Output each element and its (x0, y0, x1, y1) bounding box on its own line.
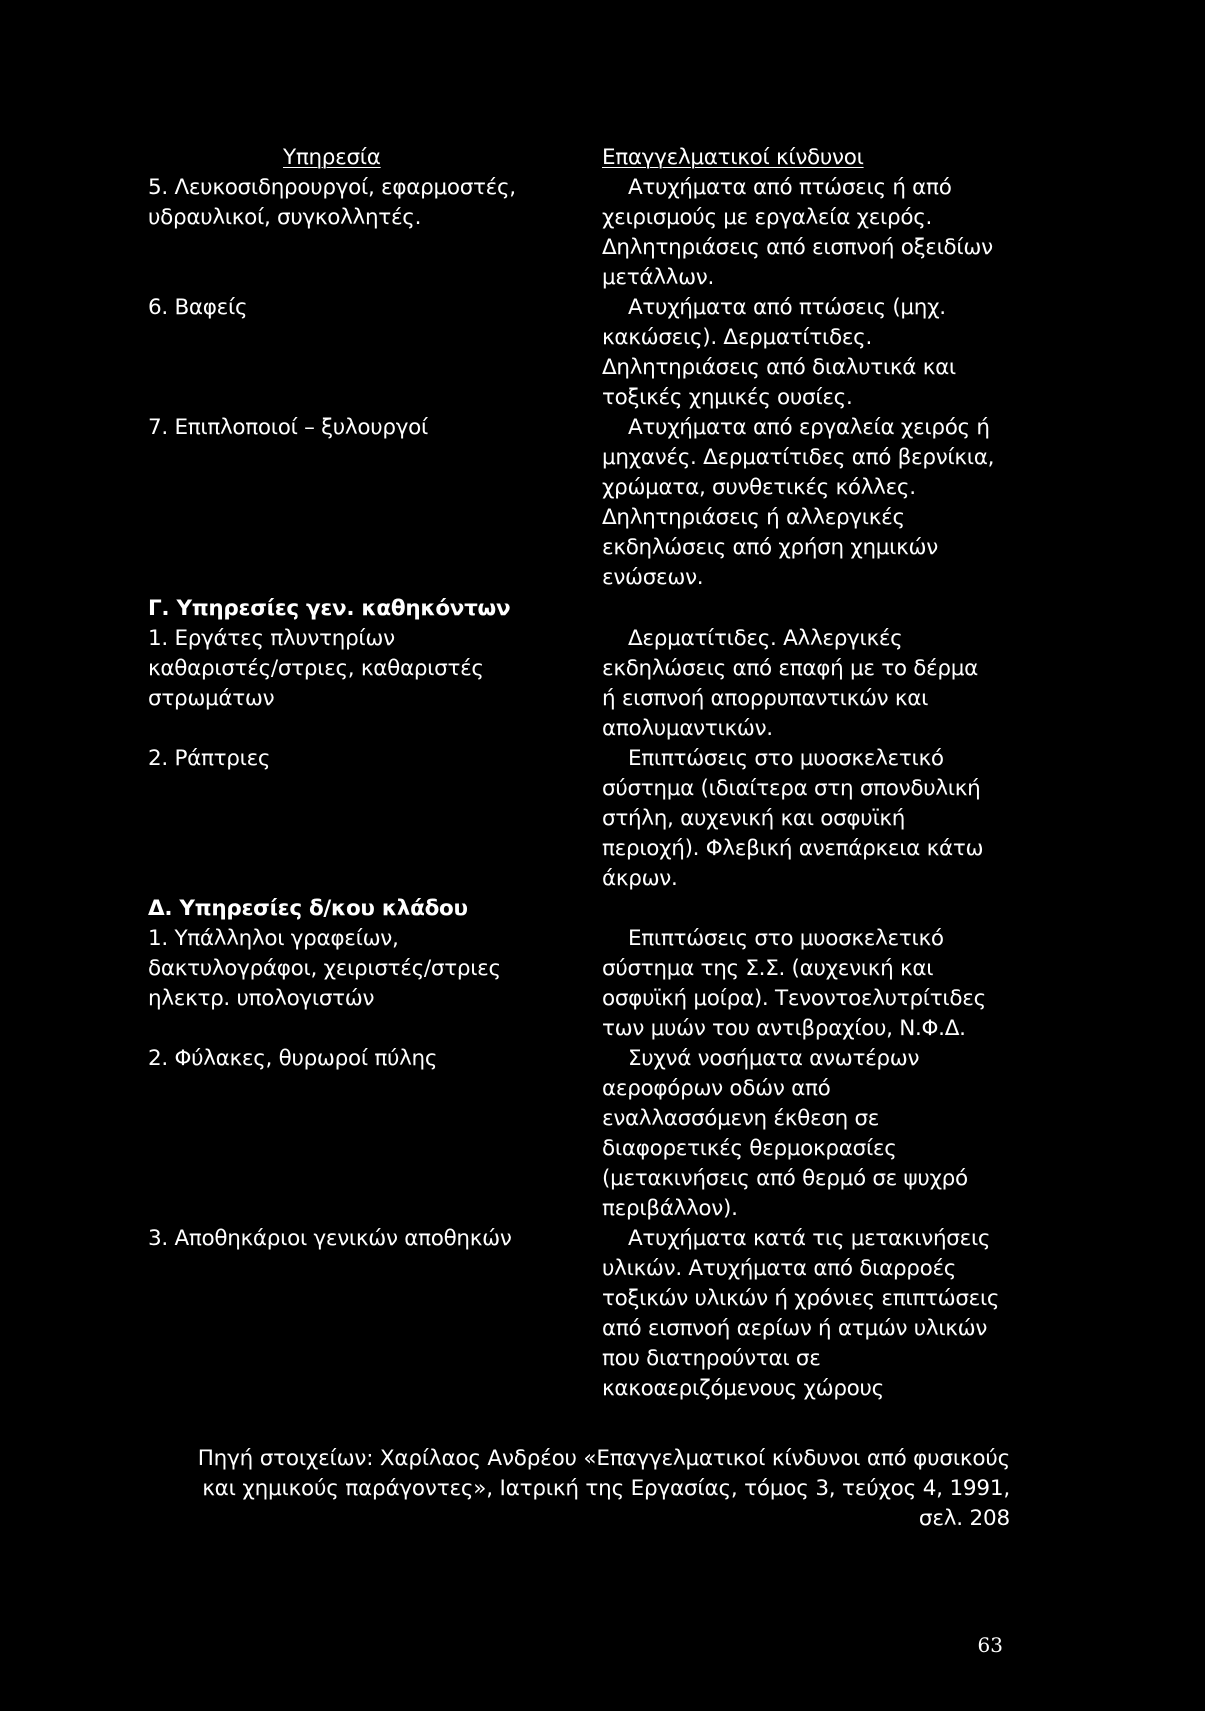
left-line: στρωμάτων (148, 686, 275, 711)
left-line: υδραυλικοί, συγκολλητές. (148, 205, 422, 230)
right-line: περιοχή). Φλεβική ανεπάρκεια κάτω (602, 836, 984, 861)
left-column-header: Υπηρεσία (283, 145, 381, 170)
right-line: Ατυχήματα κατά τις μετακινήσεις (628, 1226, 991, 1251)
left-line: 7. Επιπλοποιοί – ξυλουργοί (148, 415, 428, 440)
right-line: Δηλητηριάσεις από εισπνοή οξειδίων (602, 235, 993, 260)
right-line: περιβάλλον). (602, 1196, 738, 1221)
right-line: των μυών του αντιβραχίου, Ν.Φ.Δ. (602, 1016, 966, 1041)
right-line: από εισπνοή αερίων ή ατμών υλικών (602, 1316, 988, 1341)
left-line: 2. Φύλακες, θυρωροί πύλης (148, 1046, 438, 1071)
source-line: Πηγή στοιχείων: Χαρίλαος Ανδρέου «Επαγγελματικοί κίνδυνοι από φυσικούς (197, 1446, 1010, 1471)
right-line: εναλλασσόμενη έκθεση σε (602, 1106, 880, 1131)
right-line: χειρισμούς με εργαλεία χειρός. (602, 205, 933, 230)
source-citation (160, 1444, 1010, 1534)
source-line: σελ. 208 (918, 1506, 1010, 1531)
right-line: μετάλλων. (602, 265, 715, 290)
right-line: Επιπτώσεις στο μυοσκελετικό (628, 926, 944, 951)
right-line: απολυμαντικών. (602, 716, 773, 741)
right-column-header: Επαγγελματικοί κίνδυνοι (602, 145, 864, 170)
right-line: τοξικών υλικών ή χρόνιες επιπτώσεις (602, 1286, 1000, 1311)
right-line: Ατυχήματα από πτώσεις (μηχ. (628, 295, 946, 320)
right-line: οσφυϊκή μοίρα). Τενοντοελυτρίτιδες (602, 986, 986, 1011)
right-line: Συχνά νοσήματα ανωτέρων (628, 1046, 920, 1071)
right-line: άκρων. (602, 866, 678, 891)
right-line: εκδηλώσεις από χρήση χημικών (602, 535, 938, 560)
left-line: 1. Υπάλληλοι γραφείων, (148, 926, 399, 951)
page-number: 63 (977, 1633, 1003, 1657)
right-line: στήλη, αυχενική και οσφυϊκή (602, 806, 906, 831)
right-line: μηχανές. Δερματίτιδες από βερνίκια, (602, 445, 995, 470)
right-line: Δηλητηριάσεις ή αλλεργικές (602, 505, 905, 530)
left-line: καθαριστές/στριες, καθαριστές (148, 656, 484, 681)
right-line: σύστημα της Σ.Σ. (αυχενική και (602, 956, 934, 981)
right-line: Ατυχήματα από εργαλεία χειρός ή (628, 415, 990, 440)
right-line: αεροφόρων οδών από (602, 1076, 831, 1101)
right-line: κακοαεριζόμενους χώρους (602, 1376, 884, 1401)
right-line: ή εισπνοή απορρυπαντικών και (602, 686, 929, 711)
right-line: (μετακινήσεις από θερμό σε ψυχρό (602, 1166, 968, 1191)
right-line: Ατυχήματα από πτώσεις ή από (628, 175, 952, 200)
left-line: 1. Εργάτες πλυντηρίων (148, 626, 395, 651)
right-line: τοξικές χημικές ουσίες. (602, 385, 853, 410)
right-line: χρώματα, συνθετικές κόλλες. (602, 475, 916, 500)
right-line: κακώσεις). Δερματίτιδες. (602, 325, 873, 350)
right-line: που διατηρούνται σε (602, 1346, 821, 1371)
right-line: ενώσεων. (602, 565, 704, 590)
source-line: και χημικούς παράγοντες», Ιατρική της Εργασίας, τόμος 3, τεύχος 4, 1991, (202, 1476, 1010, 1501)
left-line: 5. Λευκοσιδηρουργοί, εφαρμοστές, (148, 175, 516, 200)
left-line: δακτυλογράφοι, χειριστές/στριες (148, 956, 501, 981)
right-line: Δερματίτιδες. Αλλεργικές (628, 626, 903, 651)
right-line: διαφορετικές θερμοκρασίες (602, 1136, 897, 1161)
right-line: εκδηλώσεις από επαφή με το δέρμα (602, 656, 979, 681)
section-heading: Γ. Υπηρεσίες γεν. καθηκόντων (148, 596, 511, 621)
right-line: Δηλητηριάσεις από διαλυτικά και (602, 355, 956, 380)
right-line: υλικών. Ατυχήματα από διαρροές (602, 1256, 957, 1281)
left-line: 2. Ράπτριες (148, 746, 271, 771)
right-line: Επιπτώσεις στο μυοσκελετικό (628, 746, 944, 771)
right-line: σύστημα (ιδιαίτερα στη σπονδυλική (602, 776, 981, 801)
section-heading: Δ. Υπηρεσίες δ/κου κλάδου (148, 896, 468, 921)
left-line: 6. Βαφείς (148, 295, 248, 320)
left-line: 3. Αποθηκάριοι γενικών αποθηκών (148, 1226, 512, 1251)
left-line: ηλεκτρ. υπολογιστών (148, 986, 375, 1011)
